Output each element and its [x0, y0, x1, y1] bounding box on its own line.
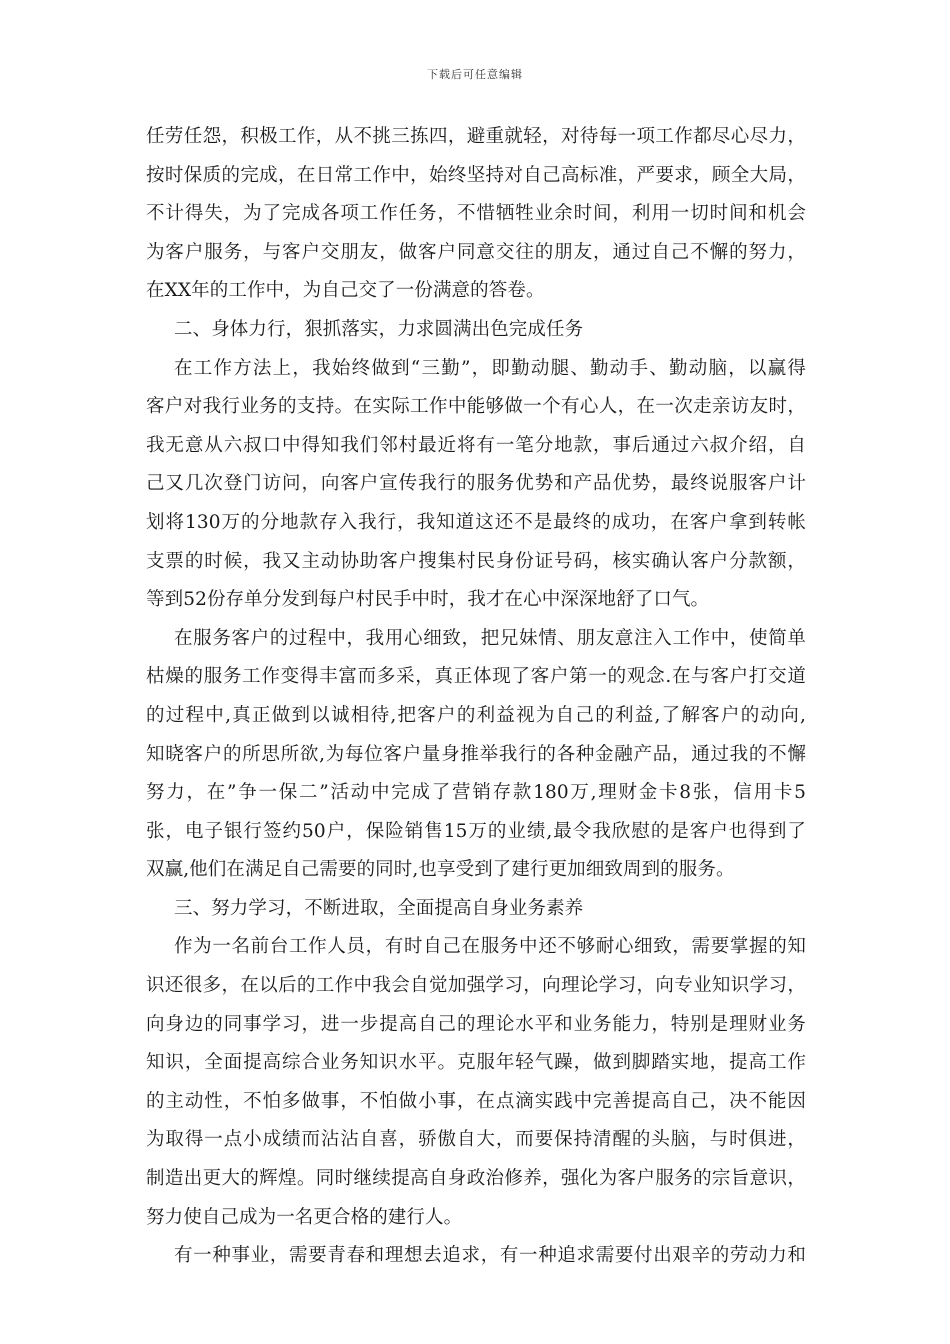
text-line: 努力使自己成为一名更合格的建行人。: [146, 1206, 463, 1228]
text-line: 作为一名前台工作人员，有时自己在服务中还不够耐心细致，需要掌握的知: [174, 936, 806, 958]
text-line: 支票的时候，我又主动协助客户搜集村民身份证号码，核实确认客户分款额，: [146, 550, 806, 572]
text-line: 划将130万的分地款存入我行，我知道这还不是最终的成功，在客户拿到转帐: [146, 511, 806, 533]
text-line: 为取得一点小成绩而沾沾自喜，骄傲自大，而要保持清醒的头脑，与时俱进，: [146, 1129, 806, 1151]
text-line: 枯燥的服务工作变得丰富而多采，真正体现了客户第一的观念.在与客户打交道: [146, 666, 806, 688]
text-line: 的过程中,真正做到以诚相待,把客户的利益视为自己的利益,了解客户的动向,: [146, 704, 807, 726]
text-line: 在服务客户的过程中，我用心细致，把兄妹情、朋友意注入工作中，使简单: [174, 627, 806, 649]
text-line: 制造出更大的辉煌。同时继续提高自身政治修养，强化为客户服务的宗旨意识，: [146, 1168, 806, 1190]
text-line: 的主动性，不怕多做事，不怕做小事，在点滴实践中完善提高自己，决不能因: [146, 1090, 806, 1112]
text-line: 识还很多，在以后的工作中我会自觉加强学习，向理论学习，向专业知识学习，: [146, 975, 806, 997]
text-line: 我无意从六叔口中得知我们邻村最近将有一笔分地款，事后通过六叔介绍，自: [146, 434, 806, 456]
page-header: 下载后可任意编辑: [427, 68, 523, 81]
text-line: 在XX年的工作中，为自己交了一份满意的答卷。: [146, 280, 545, 302]
text-line: 张，电子银行签约50户，保险销售15万的业绩,最令我欣慰的是客户也得到了: [146, 820, 806, 842]
text-line: 等到52份存单分发到每户村民手中时，我才在心中深深地舒了口气。: [146, 589, 710, 611]
text-line: 努力，在”争一保二”活动中完成了营销存款180万,理财金卡8张，信用卡5: [146, 782, 806, 804]
section-heading: 二、身体力行，狠抓落实，力求圆满出色完成任务: [174, 318, 584, 340]
text-line: 知识，全面提高综合业务知识水平。克服年轻气躁，做到脚踏实地，提高工作: [146, 1052, 806, 1074]
text-line: 向身边的同事学习，进一步提高自己的理论水平和业务能力，特别是理财业务: [146, 1013, 806, 1035]
text-line: 有一种事业，需要青春和理想去追求，有一种追求需要付出艰辛的劳动力和: [174, 1245, 806, 1267]
text-line: 按时保质的完成，在日常工作中，始终坚持对自己高标准，严要求，顾全大局，: [146, 164, 806, 186]
text-line: 知晓客户的所思所欲,为每位客户量身推举我行的各种金融产品，通过我的不懈: [146, 743, 806, 765]
document-body: [146, 118, 806, 1276]
text-line: 客户对我行业务的支持。在实际工作中能够做一个有心人，在一次走亲访友时，: [146, 396, 806, 418]
text-line: 己又几次登门访问，向客户宣传我行的服务优势和产品优势，最终说服客户计: [146, 473, 806, 495]
text-line: 为客户服务，与客户交朋友，做客户同意交往的朋友，通过自己不懈的努力，: [146, 241, 806, 263]
text-line: 双赢,他们在满足自己需要的同时,也享受到了建行更加细致周到的服务。: [146, 859, 735, 881]
text-line: 任劳任怨，积极工作，从不挑三拣四，避重就轻，对待每一项工作都尽心尽力，: [146, 126, 806, 147]
section-heading: 三、努力学习，不断进取，全面提高自身业务素养: [174, 897, 584, 919]
text-line: 在工作方法上，我始终做到“三勤”，即勤动腿、勤动手、勤动脑，以赢得: [174, 357, 806, 379]
text-line: 不计得失，为了完成各项工作任务，不惜牺牲业余时间，利用一切时间和机会: [146, 203, 806, 225]
